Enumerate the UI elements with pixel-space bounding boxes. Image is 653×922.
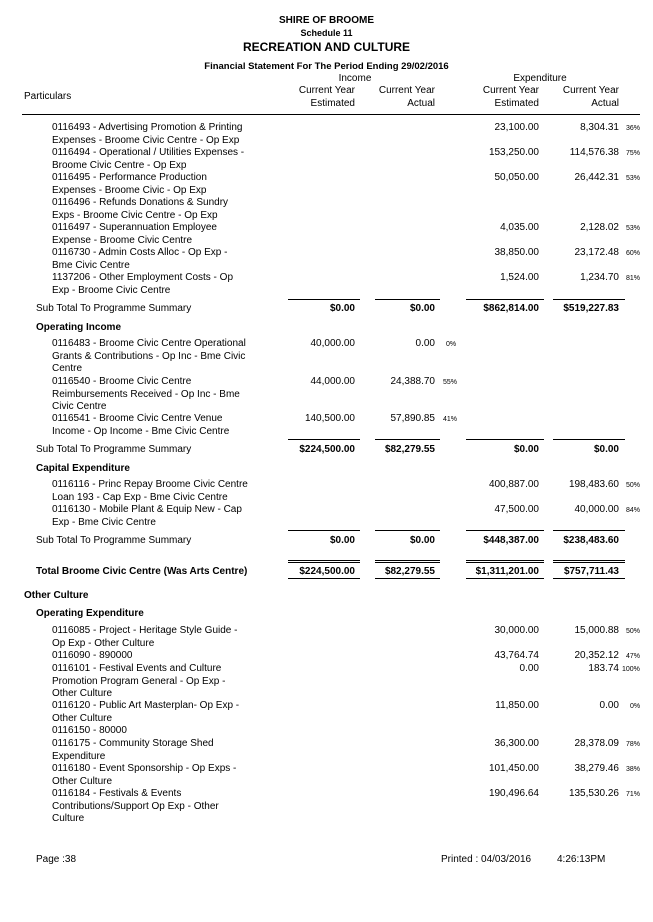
exp-actual: 20,352.12 (574, 650, 619, 661)
double-rule (288, 560, 360, 563)
org-name: SHIRE OF BROOME (278, 15, 374, 26)
exp-pct: 53% (626, 225, 641, 232)
income-actual: $0.00 (409, 535, 435, 546)
exp-estimated: 4,035.00 (500, 222, 539, 233)
income-estimated: 140,500.00 (304, 413, 355, 424)
subtotal-label: Sub Total To Programme Summary (36, 303, 192, 314)
income-actual: $82,279.55 (384, 566, 435, 577)
row-desc: 0116541 - Broome Civic Centre Venue Income - Op Income - Bme Civic Centre (52, 413, 230, 437)
income-estimated: $0.00 (329, 535, 355, 546)
exp-actual: 23,172.48 (574, 247, 619, 258)
exp-estimated: 1,524.00 (500, 272, 539, 283)
exp-actual: 135,530.26 (568, 788, 619, 799)
exp-actual: 114,576.38 (569, 147, 619, 158)
double-rule (375, 560, 440, 563)
exp-estimated: 0.00 (519, 663, 539, 674)
exp-pct: 0% (630, 703, 641, 710)
exp-actual: $0.00 (593, 444, 619, 455)
rule (466, 439, 544, 440)
subtotal-label: Sub Total To Programme Summary (36, 444, 192, 455)
row-desc: 0116493 - Advertising Promotion & Printing Expenses - Broome Civic Centre - Op Exp (52, 122, 243, 146)
exp-pct: 38% (626, 766, 641, 773)
page-number: Page :38 (36, 854, 77, 865)
exp-pct: 100% (622, 666, 640, 673)
exp-pct: 75% (626, 150, 641, 157)
rule (553, 299, 625, 300)
row-desc: 0116730 - Admin Costs Alloc - Op Exp - Bme Civic Centre (52, 247, 228, 271)
subtotal-label: Sub Total To Programme Summary (36, 535, 192, 546)
exp-estimated: 23,100.00 (494, 122, 539, 133)
exp-actual: 15,000.88 (574, 625, 619, 636)
income-estimated: $224,500.00 (299, 566, 355, 577)
col-income-estimated-1: Current Year (298, 85, 355, 96)
row-desc: 0116180 - Event Sponsorship - Op Exps - Other Culture (52, 763, 237, 787)
rule (288, 578, 360, 579)
row-desc: 0116483 - Broome Civic Centre Operational Grants & Contributions - Op Inc - Bme Civic Centre (52, 338, 246, 374)
rule (553, 439, 625, 440)
expenditure-header: Expenditure (513, 73, 567, 84)
report-title: RECREATION AND CULTURE (242, 40, 411, 54)
row-desc: 0116090 - 890000 (52, 650, 133, 661)
exp-pct: 78% (626, 741, 641, 748)
income-header: Income (338, 73, 372, 84)
row-desc: 0116085 - Project - Heritage Style Guide - Op Exp - Other Culture (52, 625, 238, 649)
income-estimated: 40,000.00 (310, 338, 355, 349)
exp-pct: 47% (626, 653, 641, 660)
row-desc: 0116116 - Princ Repay Broome Civic Centre Loan 193 - Cap Exp - Bme Civic Centre (52, 479, 248, 503)
exp-estimated: 101,450.00 (488, 763, 539, 774)
printed-time: 4:26:13PM (557, 854, 606, 865)
exp-estimated: 190,496.64 (488, 788, 539, 799)
exp-pct: 53% (626, 175, 641, 182)
exp-pct: 50% (626, 482, 641, 489)
rule (553, 578, 625, 579)
double-rule (466, 560, 544, 563)
exp-estimated: 47,500.00 (494, 504, 539, 515)
exp-actual: $519,227.83 (563, 303, 619, 314)
exp-actual: 40,000.00 (574, 504, 619, 515)
schedule-number: Schedule 11 (300, 28, 353, 38)
income-pct: 55% (443, 379, 458, 386)
exp-estimated: $862,814.00 (483, 303, 539, 314)
exp-pct: 50% (626, 628, 641, 635)
income-pct: 0% (446, 341, 457, 348)
income-pct: 41% (443, 416, 458, 423)
exp-actual: $238,483.60 (563, 535, 619, 546)
exp-estimated: 30,000.00 (494, 625, 539, 636)
exp-pct: 36% (626, 125, 641, 132)
exp-actual: 26,442.31 (574, 172, 619, 183)
row-desc: 0116150 - 80000 (52, 725, 127, 736)
income-estimated: $0.00 (329, 303, 355, 314)
exp-estimated: 38,850.00 (494, 247, 539, 258)
particulars-header: Particulars (24, 91, 72, 102)
row-desc: 0116184 - Festivals & Events Contributions/Support Op Exp - Other Culture (52, 788, 219, 824)
section-heading: Operating Expenditure (36, 608, 144, 619)
col-income-actual-2: Actual (407, 98, 435, 109)
col-exp-actual-1: Current Year (562, 85, 619, 96)
exp-estimated: 153,250.00 (488, 147, 539, 158)
total-label: Total Broome Civic Centre (Was Arts Centre) (36, 566, 248, 577)
exp-actual: 0.00 (599, 700, 619, 711)
col-income-estimated-2: Estimated (310, 98, 355, 109)
row-desc: 0116540 - Broome Civic Centre Reimbursements Received - Op Inc - Bme Civic Centre (52, 376, 240, 412)
exp-estimated: $0.00 (513, 444, 539, 455)
exp-estimated: 43,764.74 (494, 650, 539, 661)
rule (466, 299, 544, 300)
exp-pct: 60% (626, 250, 641, 257)
exp-estimated: 50,050.00 (494, 172, 539, 183)
rule (375, 530, 440, 531)
row-desc: 0116496 - Refunds Donations & Sundry Exps - Broome Civic Centre - Op Exp (52, 197, 229, 221)
row-desc: 0116494 - Operational / Utilities Expenses - Broome Civic Centre - Op Exp (52, 147, 245, 171)
exp-actual: 198,483.60 (568, 479, 619, 490)
header-rule (22, 114, 640, 115)
double-rule (553, 560, 625, 563)
row-desc: 0116130 - Mobile Plant & Equip New - Cap Exp - Bme Civic Centre (52, 504, 242, 528)
col-income-actual-1: Current Year (378, 85, 435, 96)
rule (466, 530, 544, 531)
exp-actual: 1,234.70 (580, 272, 619, 283)
row-desc: 0116495 - Performance Production Expenses - Broome Civic - Op Exp (52, 172, 207, 196)
rule (375, 299, 440, 300)
section-heading: Operating Income (36, 322, 122, 333)
rule (288, 530, 360, 531)
exp-actual: 28,378.09 (574, 738, 619, 749)
row-desc: 0116497 - Superannuation Employee Expense - Broome Civic Centre (52, 222, 217, 246)
income-actual: 24,388.70 (390, 376, 435, 387)
col-exp-estimated-2: Estimated (494, 98, 539, 109)
exp-pct: 84% (626, 507, 641, 514)
income-actual: $0.00 (409, 303, 435, 314)
exp-actual: 2,128.02 (580, 222, 619, 233)
exp-pct: 71% (626, 791, 641, 798)
exp-actual: $757,711.43 (563, 566, 619, 577)
col-exp-actual-2: Actual (591, 98, 619, 109)
group-heading: Other Culture (24, 590, 89, 601)
rule (288, 299, 360, 300)
exp-actual: 8,304.31 (580, 122, 619, 133)
exp-estimated: 11,850.00 (495, 700, 539, 711)
rule (466, 578, 544, 579)
exp-pct: 81% (626, 275, 641, 282)
income-estimated: 44,000.00 (310, 376, 355, 387)
rule (553, 530, 625, 531)
income-actual: 0.00 (415, 338, 435, 349)
exp-estimated: $448,387.00 (483, 535, 539, 546)
exp-estimated: $1,311,201.00 (475, 566, 539, 577)
row-desc: 1137206 - Other Employment Costs - Op Exp - Broome Civic Centre (52, 272, 234, 296)
col-exp-estimated-1: Current Year (482, 85, 539, 96)
exp-actual: 183.74 (588, 663, 619, 674)
row-desc: 0116175 - Community Storage Shed Expenditure (52, 738, 214, 762)
row-desc: 0116101 - Festival Events and Culture Promotion Program General - Op Exp - Other Culture (52, 663, 226, 699)
exp-estimated: 36,300.00 (494, 738, 539, 749)
rule (375, 439, 440, 440)
rule (375, 578, 440, 579)
rule (288, 439, 360, 440)
exp-actual: 38,279.46 (574, 763, 619, 774)
report-subtitle: Financial Statement For The Period Ending 29/02/2016 (204, 61, 449, 72)
income-estimated: $224,500.00 (299, 444, 355, 455)
income-actual: $82,279.55 (384, 444, 435, 455)
printed-date: Printed : 04/03/2016 (441, 854, 532, 865)
section-heading: Capital Expenditure (36, 463, 130, 474)
income-actual: 57,890.85 (390, 413, 435, 424)
exp-estimated: 400,887.00 (488, 479, 539, 490)
row-desc: 0116120 - Public Art Masterplan- Op Exp - Other Culture (52, 700, 240, 724)
